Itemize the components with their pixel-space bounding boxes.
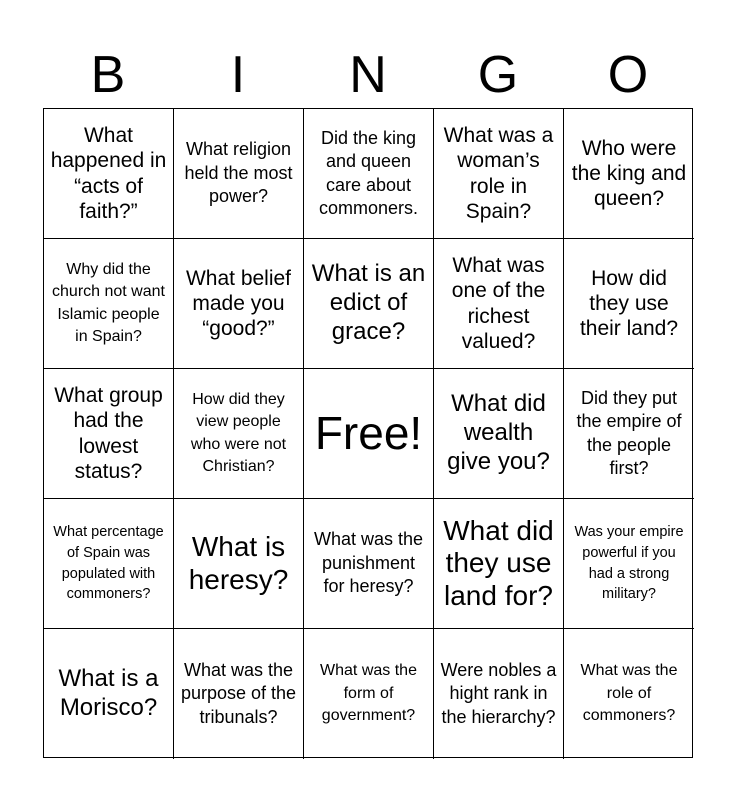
bingo-cell-text: What was the form of government? — [320, 662, 417, 725]
bingo-cell — [174, 109, 304, 239]
bingo-cell — [434, 109, 564, 239]
bingo-cell — [304, 239, 434, 369]
bingo-grid — [43, 108, 693, 758]
bingo-cell-text: Were nobles a hight rank in the hierarchy? — [440, 659, 557, 727]
free-space-cell — [304, 369, 434, 499]
bingo-cell-text: Why did the church not want Islamic people in Spain? — [52, 260, 165, 345]
bingo-cell — [304, 499, 434, 629]
bingo-cell — [434, 239, 564, 369]
bingo-cell-text: How did they view people who were not Christian? — [190, 390, 287, 475]
bingo-cell-text: What was one of the richest valued? — [451, 254, 546, 353]
bingo-cell-text: What is an edict of grace? — [311, 260, 426, 345]
bingo-cell-text: What did they use land for? — [443, 515, 554, 611]
bingo-cell — [174, 629, 304, 759]
bingo-cell-text: What was the purpose of the tribunals? — [180, 659, 297, 727]
bingo-cell-text: What did wealth give you? — [447, 390, 550, 475]
bingo-cell-text: What was the punishment for heresy? — [313, 529, 424, 597]
header-letter-g: G — [477, 46, 519, 104]
bingo-cell — [564, 499, 694, 629]
bingo-cell — [44, 239, 174, 369]
header-letter-n: N — [349, 46, 387, 104]
bingo-cell-text: Did the king and queen care about commoners. — [318, 127, 419, 218]
bingo-cell-text: What belief made you “good?” — [185, 266, 292, 341]
bingo-cell — [304, 629, 434, 759]
bingo-cell — [434, 499, 564, 629]
header-letter-b: B — [90, 46, 126, 104]
bingo-cell — [44, 629, 174, 759]
bingo-cell — [174, 239, 304, 369]
bingo-cell — [44, 499, 174, 629]
bingo-cell-text: What was a woman’s role in Spain? — [443, 124, 554, 223]
bingo-cell — [44, 109, 174, 239]
bingo-cell-text: What percentage of Spain was populated with commoners? — [53, 524, 164, 603]
bingo-cell — [564, 109, 694, 239]
bingo-cell — [174, 369, 304, 499]
bingo-cell — [564, 239, 694, 369]
bingo-cell-text: What group had the lowest status? — [54, 384, 163, 483]
bingo-cell — [434, 369, 564, 499]
bingo-cell-text: What was the role of commoners? — [580, 662, 678, 725]
free-space-text: Free! — [314, 407, 423, 460]
bingo-cell-text: Did they put the empire of the people first? — [576, 387, 682, 478]
bingo-cell-text: What happened in “acts of faith?” — [50, 124, 167, 223]
bingo-cell — [564, 629, 694, 759]
bingo-cell — [434, 629, 564, 759]
bingo-cell — [564, 369, 694, 499]
bingo-cell-text: What religion held the most power? — [184, 139, 293, 207]
header-letter-i: I — [230, 46, 246, 104]
bingo-cell — [304, 109, 434, 239]
bingo-cell-text: How did they use their land? — [579, 266, 679, 341]
bingo-cell-text: Was your empire powerful if you had a strong military? — [574, 524, 684, 603]
bingo-cell — [174, 499, 304, 629]
bingo-header — [43, 42, 693, 108]
bingo-cell — [44, 369, 174, 499]
bingo-cell-text: What is a Morisco? — [58, 665, 159, 721]
header-letter-o: O — [607, 46, 649, 104]
bingo-cell-text: Who were the king and queen? — [571, 136, 687, 211]
bingo-cell-text: What is heresy? — [188, 531, 289, 595]
